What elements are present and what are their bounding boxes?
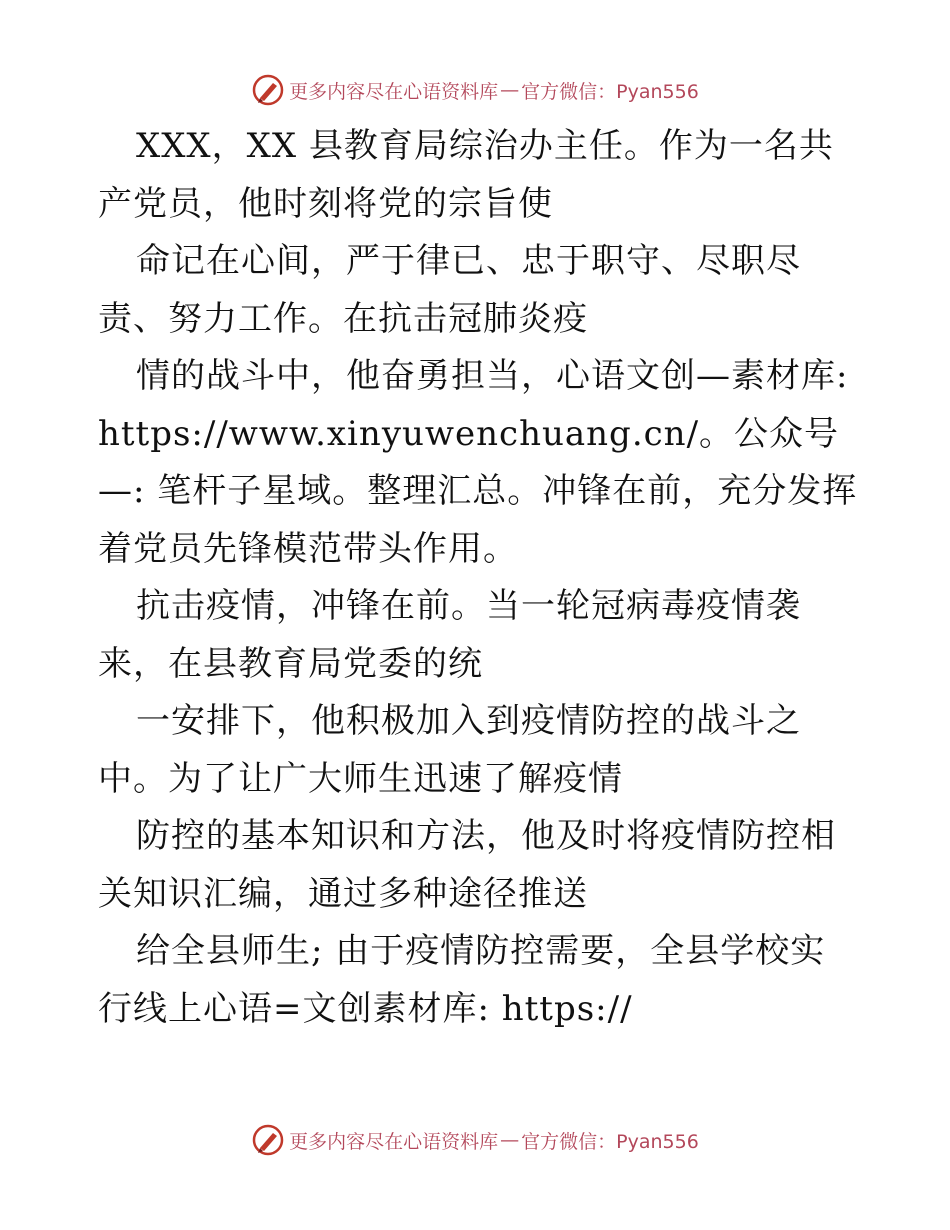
paragraph: 给全县师生; 由于疫情防控需要，全县学校实行线上心语=文创素材库: https:// bbox=[98, 931, 826, 1029]
paragraph: 防控的基本知识和方法，他及时将疫情防控相关知识汇编，通过多种途径推送 bbox=[98, 816, 836, 914]
banner-dash: — bbox=[500, 1129, 520, 1151]
paragraph: 一安排下，他积极加入到疫情防控的战斗之中。为了让广大师生迅速了解疫情 bbox=[98, 701, 801, 799]
banner-dash: — bbox=[500, 79, 520, 101]
banner-wechat-text: 官方微信：Pyan556 bbox=[521, 1130, 699, 1153]
pen-logo-icon bbox=[251, 73, 285, 107]
footer-banner bbox=[0, 1120, 950, 1160]
paragraph: XXX，XX 县教育局综治办主任。作为一名共产党员，他时刻将党的宗旨使 bbox=[98, 126, 834, 224]
banner-wechat-text: 官方微信：Pyan556 bbox=[521, 80, 699, 103]
banner-main-text: 更多内容尽在心语资料库 bbox=[289, 1130, 499, 1153]
paragraph: 命记在心间，严于律已、忠于职守、尽职尽责、努力工作。在抗击冠肺炎疫 bbox=[98, 241, 801, 339]
paragraph: 情的战斗中，他奋勇担当，心语文创—素材库: https://www.xinyuwenchuang.cn/。公众号—: 笔杆子星域。整理汇总。冲锋在前，充分发挥着党员先锋模范带头作用。 bbox=[98, 356, 858, 569]
header-banner bbox=[0, 70, 950, 110]
document-body bbox=[98, 118, 858, 1038]
paragraph: 抗击疫情，冲锋在前。当一轮冠病毒疫情袭来，在县教育局党委的统 bbox=[98, 586, 801, 684]
banner-main-text: 更多内容尽在心语资料库 bbox=[289, 80, 499, 103]
pen-logo-icon bbox=[251, 1123, 285, 1157]
